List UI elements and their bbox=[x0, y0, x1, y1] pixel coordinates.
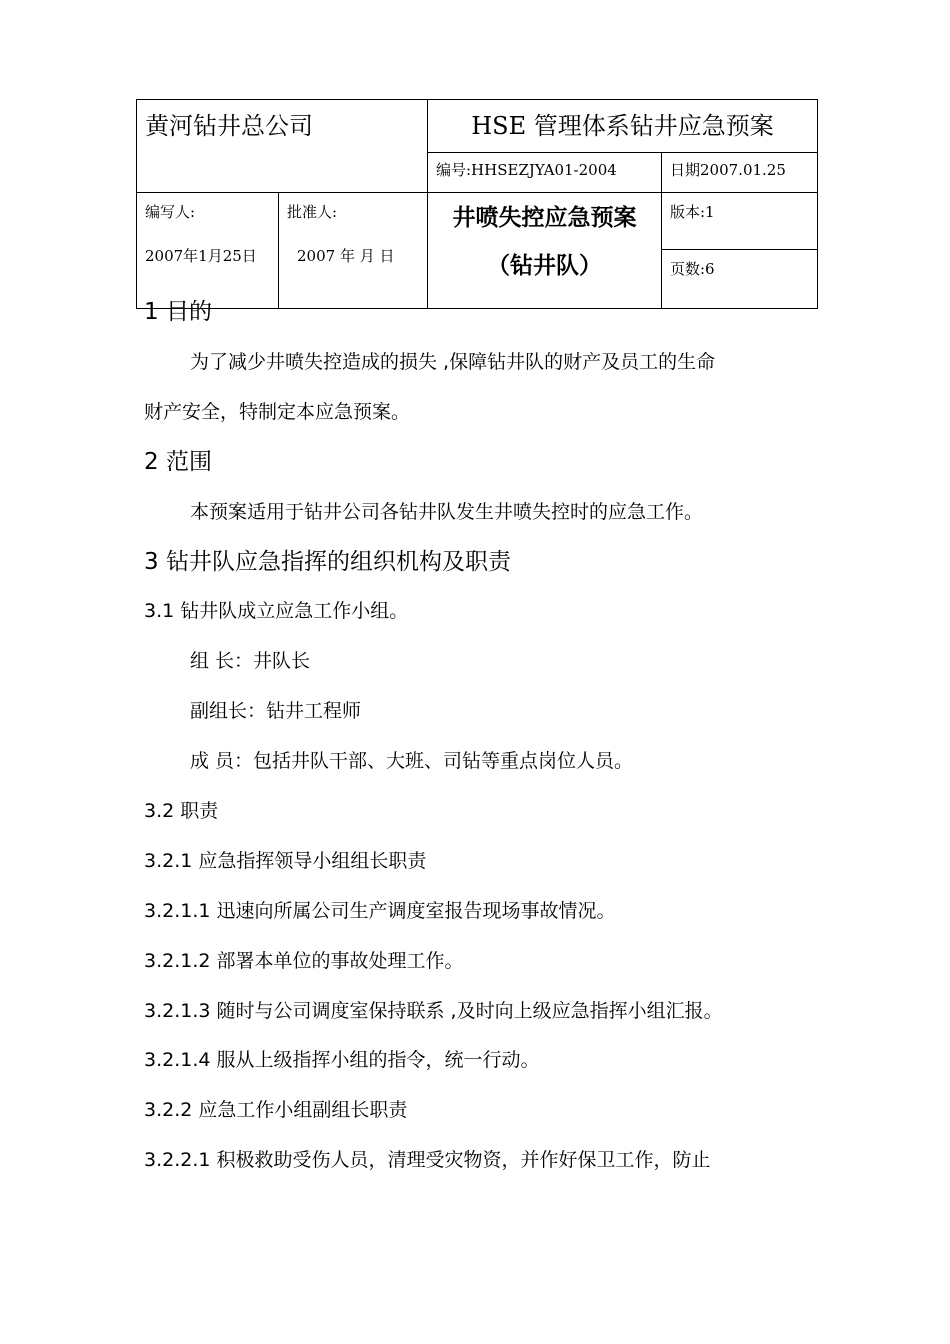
plan-title: 井喷失控应急预案 bbox=[452, 204, 637, 231]
company-name-cell bbox=[137, 100, 428, 193]
section-3-2-1: 3.2.1 应急指挥领导小组组长职责 bbox=[144, 850, 427, 872]
section-3-2-2-1: 3.2.2.1 积极救助受伤人员，清理受灾物资，并作好保卫工作，防止 bbox=[144, 1149, 711, 1171]
deputy-leader-line: 副组长：钻井工程师 bbox=[190, 700, 362, 722]
leader-line: 组 长：井队长 bbox=[190, 650, 311, 672]
approver-label: 批准人: bbox=[287, 203, 338, 221]
doc-date: 日期2007.01.25 bbox=[670, 161, 786, 179]
members-line: 成 员：包括井队干部、大班、司钻等重点岗位人员。 bbox=[190, 750, 634, 772]
version-cell bbox=[662, 193, 818, 250]
date-cell bbox=[662, 153, 818, 193]
approver-cell bbox=[279, 193, 428, 309]
writer-label: 编写人: bbox=[145, 203, 196, 221]
version: 版本:1 bbox=[670, 203, 715, 221]
plan-title-cell bbox=[428, 193, 662, 309]
section-1-paragraph-line-2: 财产安全，特制定本应急预案。 bbox=[144, 401, 411, 423]
section-3-2: 3.2 职责 bbox=[144, 800, 219, 822]
plan-subtitle: （钻井队） bbox=[487, 252, 602, 279]
section-3-heading: 3 钻井队应急指挥的组织机构及职责 bbox=[144, 549, 511, 575]
doc-code-cell bbox=[428, 153, 662, 193]
pages-cell bbox=[662, 250, 818, 309]
doc-code: 编号:HHSEZJYA01-2004 bbox=[436, 161, 617, 179]
company-name: 黄河钻井总公司 bbox=[145, 112, 313, 140]
writer-date: 2007年1月25日 bbox=[145, 247, 257, 265]
section-3-2-1-2: 3.2.1.2 部署本单位的事故处理工作。 bbox=[144, 950, 464, 972]
document-header-table bbox=[136, 99, 818, 309]
section-3-2-2: 3.2.2 应急工作小组副组长职责 bbox=[144, 1099, 408, 1121]
section-3-2-1-4: 3.2.1.4 服从上级指挥小组的指令，统一行动。 bbox=[144, 1049, 540, 1071]
system-title-cell bbox=[428, 100, 818, 153]
system-title: HSE 管理体系钻井应急预案 bbox=[471, 112, 774, 140]
section-3-2-1-1: 3.2.1.1 迅速向所属公司生产调度室报告现场事故情况。 bbox=[144, 900, 616, 922]
section-1-heading: 1 目的 bbox=[144, 299, 212, 325]
section-3-1: 3.1 钻井队成立应急工作小组。 bbox=[144, 600, 409, 622]
section-1-paragraph-line-1: 为了减少井喷失控造成的损失 ,保障钻井队的财产及员工的生命 bbox=[190, 351, 716, 373]
writer-cell bbox=[137, 193, 279, 309]
section-2-paragraph: 本预案适用于钻井公司各钻井队发生井喷失控时的应急工作。 bbox=[190, 501, 704, 523]
section-3-2-1-3: 3.2.1.3 随时与公司调度室保持联系 ,及时向上级应急指挥小组汇报。 bbox=[144, 1000, 723, 1022]
approver-date: 2007 年 月 日 bbox=[297, 247, 395, 265]
page-count: 页数:6 bbox=[670, 260, 715, 278]
section-2-heading: 2 范围 bbox=[144, 449, 212, 475]
